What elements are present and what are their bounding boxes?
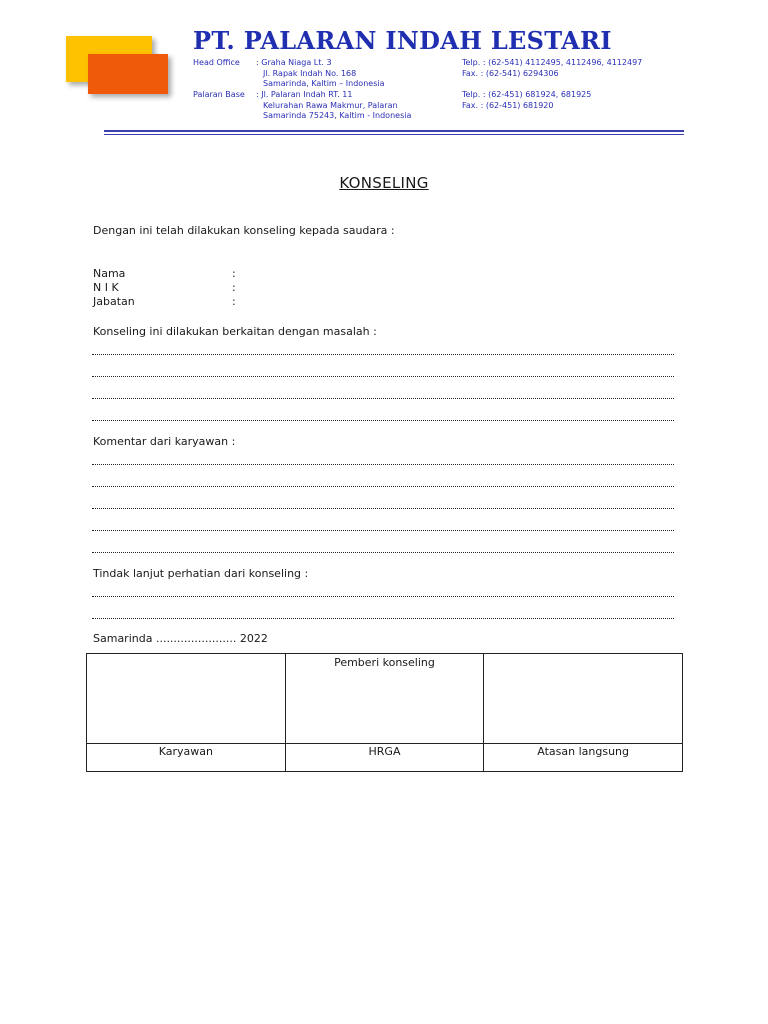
comment-line[interactable] (92, 508, 674, 509)
signature-box-hrga[interactable] (285, 654, 484, 744)
head-office-line: : Graha Niaga Lt. 3 (256, 58, 332, 67)
field-label-nik: N I K (93, 281, 119, 294)
head-office-label: Head Office (193, 58, 240, 67)
signature-box-karyawan[interactable] (87, 654, 286, 744)
header-divider-top (104, 130, 684, 132)
followup-label: Tindak lanjut perhatian dari konseling : (93, 567, 309, 580)
field-colon: : (232, 281, 236, 294)
signature-caption-karyawan: Karyawan (87, 744, 286, 772)
field-label-nama: Nama (93, 267, 126, 280)
comment-line[interactable] (92, 464, 674, 465)
base-line: : Jl. Palaran Indah RT. 11 (256, 90, 353, 99)
signature-caption-hrga: HRGA (285, 744, 484, 772)
header-divider-bottom (104, 134, 684, 135)
base-telp: Telp. : (62-451) 681924, 681925 (462, 90, 592, 99)
base-fax: Fax. : (62-451) 681920 (462, 100, 554, 110)
comment-line[interactable] (92, 486, 674, 487)
field-label-jabatan: Jabatan (93, 295, 135, 308)
document-title: KONSELING (339, 174, 429, 192)
comment-line[interactable] (92, 552, 674, 553)
head-office-line: Jl. Rapak Indah No. 168 (263, 68, 357, 78)
followup-line[interactable] (92, 618, 674, 619)
head-office-address (256, 58, 384, 90)
base-label: Palaran Base (193, 90, 245, 99)
base-address (256, 90, 411, 122)
intro-text: Dengan ini telah dilakukan konseling kepada saudara : (93, 224, 395, 237)
comment-line[interactable] (92, 530, 674, 531)
problem-line[interactable] (92, 376, 674, 377)
pemberi-konseling-label: Pemberi konseling (334, 656, 435, 669)
signature-table (86, 653, 683, 772)
problem-line[interactable] (92, 354, 674, 355)
head-office-line: Samarinda, Kaltim – Indonesia (263, 79, 385, 89)
field-colon: : (232, 267, 236, 280)
signature-caption-atasan: Atasan langsung (484, 744, 683, 772)
problem-line[interactable] (92, 398, 674, 399)
problem-label: Konseling ini dilakukan berkaitan dengan masalah : (93, 325, 377, 338)
field-colon: : (232, 295, 236, 308)
logo-orange-square (88, 54, 168, 94)
company-name: PT. PALARAN INDAH LESTARI (193, 26, 612, 55)
company-logo (66, 36, 172, 100)
problem-line[interactable] (92, 420, 674, 421)
signature-box-atasan[interactable] (484, 654, 683, 744)
head-office-fax: Fax. : (62-541) 6294306 (462, 68, 559, 78)
head-office-telp: Telp. : (62-541) 4112495, 4112496, 4112497 (462, 58, 643, 67)
base-line: Samarinda 75243, Kaltim - Indonesia (263, 111, 412, 121)
date-line: Samarinda ....................... 2022 (93, 632, 268, 645)
followup-line[interactable] (92, 596, 674, 597)
base-line: Kelurahan Rawa Makmur, Palaran (263, 100, 398, 110)
comment-label: Komentar dari karyawan : (93, 435, 236, 448)
